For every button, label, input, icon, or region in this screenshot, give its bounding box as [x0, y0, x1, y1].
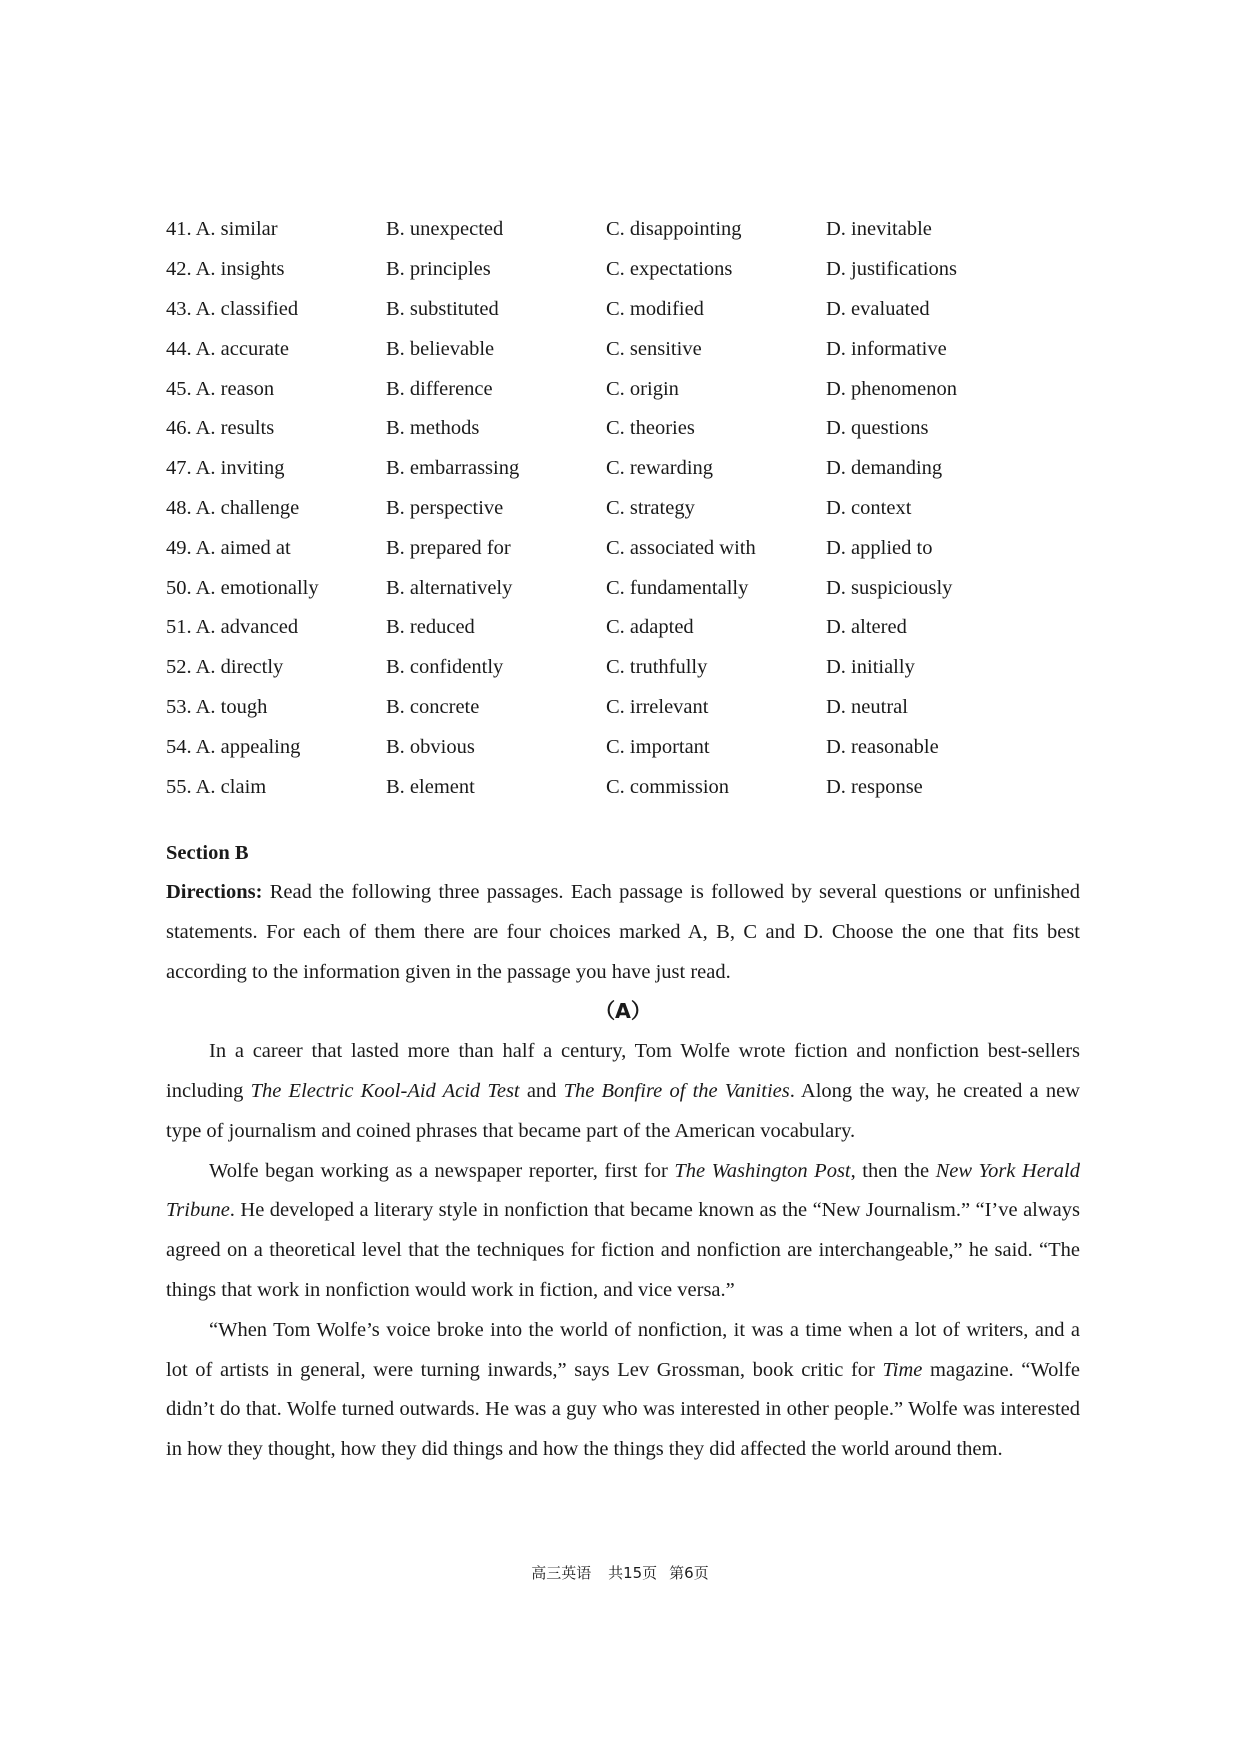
passage-text: magazine. “Wolfe didn’t do that. Wolfe turned outwards. He was a guy who was interested in other people.” Wolfe was interested in how they thought, how they did things and how the things they did affected the world around them.: [166, 1358, 1080, 1461]
answer-options-table: [166, 210, 1080, 807]
passage-paragraph-3: [166, 1311, 1080, 1470]
option-d: D. applied to: [826, 536, 933, 559]
option-d: D. evaluated: [826, 297, 930, 320]
option-a: 45. A. reason: [166, 377, 275, 400]
option-b: B. principles: [386, 258, 491, 281]
book-title: The Electric Kool-Aid Acid Test: [250, 1079, 520, 1102]
exam-page: [166, 210, 1080, 1470]
option-c: C. sensitive: [606, 337, 702, 360]
page-footer: [0, 1562, 1240, 1583]
option-c: C. associated with: [606, 536, 756, 559]
option-d: D. initially: [826, 656, 915, 679]
option-a: 54. A. appealing: [166, 735, 301, 758]
option-row: [166, 767, 1080, 807]
option-b: B. concrete: [386, 695, 480, 718]
option-row: [166, 688, 1080, 728]
option-c: C. expectations: [606, 258, 733, 281]
option-d: D. inevitable: [826, 218, 932, 241]
option-a: 53. A. tough: [166, 695, 268, 718]
directions-label: Directions:: [166, 880, 263, 903]
option-a: 42. A. insights: [166, 258, 285, 281]
book-title: The Bonfire of the Vanities: [563, 1079, 790, 1102]
option-b: B. confidently: [386, 656, 504, 679]
option-a: 41. A. similar: [166, 218, 278, 241]
option-row: [166, 648, 1080, 688]
option-b: B. prepared for: [386, 536, 511, 559]
option-b: B. methods: [386, 417, 480, 440]
option-b: B. believable: [386, 337, 495, 360]
directions-paragraph: [166, 873, 1080, 992]
option-a: 46. A. results: [166, 417, 275, 440]
option-row: [166, 608, 1080, 648]
option-row: [166, 369, 1080, 409]
option-d: D. context: [826, 496, 912, 519]
option-a: 43. A. classified: [166, 297, 299, 320]
option-d: D. suspiciously: [826, 576, 953, 599]
option-c: C. adapted: [606, 616, 694, 639]
passage-paragraph-2: [166, 1152, 1080, 1311]
newspaper-title: New York Herald Tribune: [166, 1159, 1080, 1222]
option-row: [166, 290, 1080, 330]
passage-paragraph-1: [166, 1032, 1080, 1151]
option-c: C. theories: [606, 417, 695, 440]
option-b: B. perspective: [386, 496, 504, 519]
option-b: B. obvious: [386, 735, 475, 758]
option-c: C. important: [606, 735, 710, 758]
option-c: C. fundamentally: [606, 576, 749, 599]
option-a: 44. A. accurate: [166, 337, 289, 360]
option-row: [166, 528, 1080, 568]
option-b: B. element: [386, 775, 475, 798]
option-a: 50. A. emotionally: [166, 576, 319, 599]
option-row: [166, 568, 1080, 608]
option-d: D. questions: [826, 417, 929, 440]
passage-text: . Along the way, he created a new type of journalism and coined phrases that became part of the American vocabulary.: [166, 1079, 1080, 1142]
option-a: 47. A. inviting: [166, 457, 285, 480]
option-c: C. disappointing: [606, 218, 742, 241]
option-a: 51. A. advanced: [166, 616, 299, 639]
passage-text: and: [519, 1079, 564, 1102]
option-row: [166, 329, 1080, 369]
option-c: C. strategy: [606, 496, 695, 519]
footer-subject: 高三英语: [531, 1564, 592, 1582]
option-c: C. irrelevant: [606, 695, 709, 718]
option-c: C. rewarding: [606, 457, 714, 480]
passage-label: （A）: [594, 999, 652, 1024]
option-c: C. truthfully: [606, 656, 708, 679]
option-d: D. response: [826, 775, 923, 798]
passage-text: In a career that lasted more than half a century, Tom Wolfe wrote fiction and nonfiction best-sellers including: [166, 1040, 1080, 1102]
passage-text: “When Tom Wolfe’s voice broke into the world of nonfiction, it was a time when a lot of writers, and a lot of artists in general, were turning inwards,” says Lev Grossman, book critic for: [166, 1318, 1080, 1381]
option-a: 55. A. claim: [166, 775, 267, 798]
newspaper-title: The Washington Post: [674, 1159, 851, 1182]
option-b: B. reduced: [386, 616, 475, 639]
directions-text: Read the following three passages. Each passage is followed by several questions or unfinished statements. For each of them there are four choices marked A, B, C and D. Choose the one that fits best according to the information given in the passage you have just read.: [166, 880, 1081, 983]
option-row: [166, 250, 1080, 290]
option-row: [166, 409, 1080, 449]
option-b: B. unexpected: [386, 218, 504, 241]
footer-page-number: 第6页: [669, 1564, 709, 1582]
passage-text: Wolfe began working as a newspaper reporter, first for: [209, 1159, 675, 1182]
footer-total-pages: 共15页: [608, 1564, 658, 1582]
option-a: 49. A. aimed at: [166, 536, 291, 559]
option-row: [166, 489, 1080, 529]
option-c: C. commission: [606, 775, 730, 798]
option-b: B. difference: [386, 377, 493, 400]
option-d: D. neutral: [826, 695, 908, 718]
option-c: C. modified: [606, 297, 704, 320]
option-b: B. substituted: [386, 297, 499, 320]
option-a: 52. A. directly: [166, 656, 284, 679]
option-row: [166, 727, 1080, 767]
option-row: [166, 449, 1080, 489]
option-d: D. altered: [826, 616, 907, 639]
option-d: D. phenomenon: [826, 377, 957, 400]
option-d: D. reasonable: [826, 735, 939, 758]
option-c: C. origin: [606, 377, 679, 400]
option-a: 48. A. challenge: [166, 496, 300, 519]
option-row: [166, 210, 1080, 250]
option-b: B. embarrassing: [386, 457, 520, 480]
option-b: B. alternatively: [386, 576, 513, 599]
passage-text: . He developed a literary style in nonfiction that became known as the “New Journalism.” “I’ve always agreed on a theoretical level that the techniques for fiction and nonfiction are interchangeable,” he said. “The things that work in nonfiction would work in fiction, and vice versa.”: [166, 1199, 1080, 1301]
option-d: D. demanding: [826, 457, 943, 480]
magazine-title: Time: [882, 1358, 923, 1381]
option-d: D. informative: [826, 337, 947, 360]
section-heading: Section B: [166, 841, 249, 864]
option-d: D. justifications: [826, 258, 957, 281]
passage-text: , then the: [850, 1159, 936, 1182]
